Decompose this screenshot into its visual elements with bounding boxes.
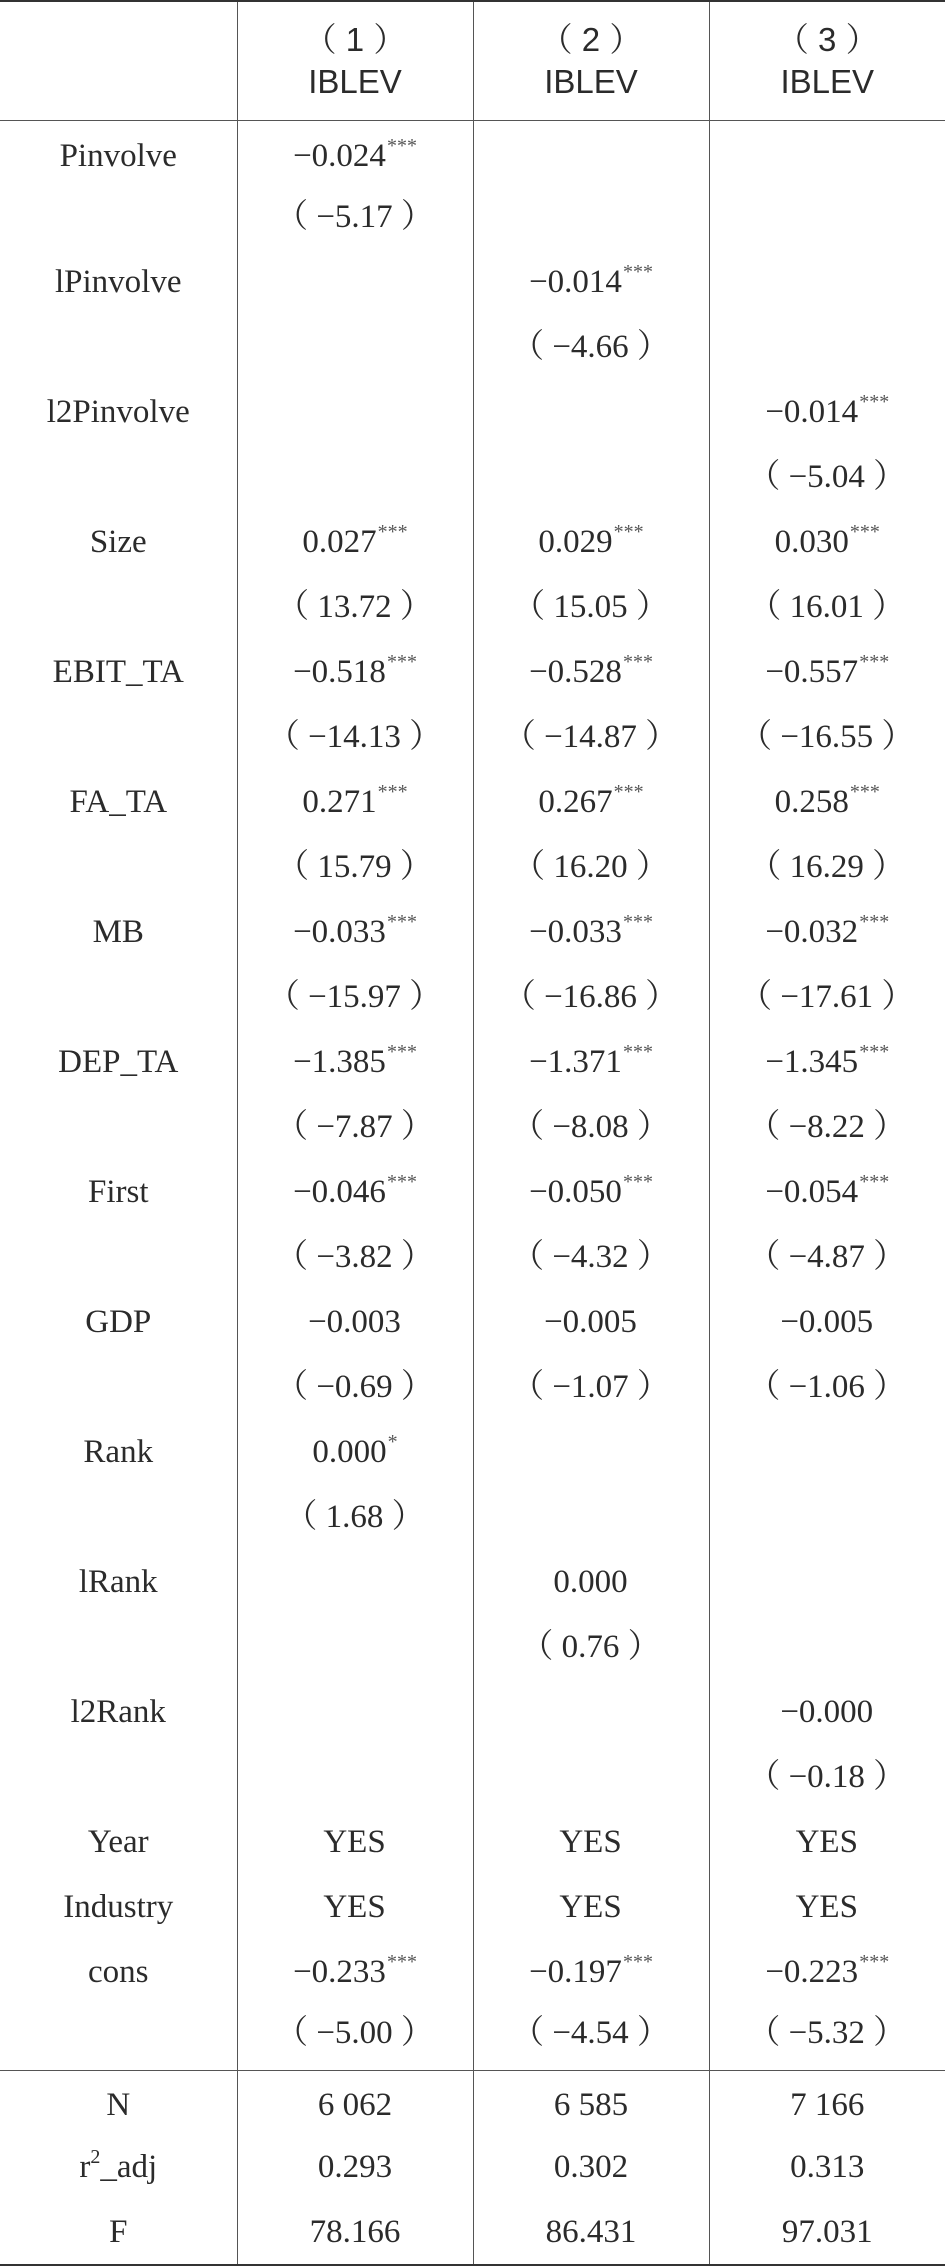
- footer-row-f: [0, 2200, 945, 2265]
- value-cell: [237, 900, 473, 965]
- cell-value: −0.557: [765, 654, 858, 690]
- value-cell: [237, 445, 473, 510]
- variable-label: FA_TA: [0, 770, 237, 835]
- significance-stars: ***: [850, 521, 880, 543]
- cell-value: （ −4.87 ）: [747, 1239, 906, 1275]
- value-cell: [709, 1485, 945, 1550]
- table-row: [0, 1810, 945, 1875]
- variable-label: [0, 1225, 237, 1290]
- value-cell: [473, 770, 709, 835]
- table-row: [0, 1485, 945, 1550]
- variable-label: [0, 575, 237, 640]
- cell-value: （ −5.32 ）: [747, 2015, 906, 2051]
- value-cell: [473, 1940, 709, 2005]
- variable-label: l2Rank: [0, 1680, 237, 1745]
- table-body: [0, 120, 945, 2070]
- value-cell: [237, 510, 473, 575]
- dependent-variable: IBLEV: [474, 61, 709, 103]
- value-cell: [709, 1810, 945, 1875]
- table-row: [0, 1940, 945, 2005]
- value-cell: [237, 380, 473, 445]
- variable-label: l2Pinvolve: [0, 380, 237, 445]
- table-row: [0, 640, 945, 705]
- cell-value: （ −7.87 ）: [275, 1109, 434, 1145]
- variable-label: [0, 1095, 237, 1160]
- variable-label: lRank: [0, 1550, 237, 1615]
- value-cell: [473, 1420, 709, 1485]
- table-row: [0, 1420, 945, 1485]
- dependent-variable: IBLEV: [710, 61, 945, 103]
- table-row: [0, 120, 945, 185]
- significance-stars: ***: [623, 261, 653, 283]
- dependent-variable: IBLEV: [238, 61, 473, 103]
- value-cell: [237, 1355, 473, 1420]
- cell-value: 0.000: [553, 1564, 627, 1600]
- value-cell: [237, 770, 473, 835]
- cell-value: YES: [796, 1824, 858, 1860]
- footer-value: 0.293: [237, 2135, 473, 2200]
- cell-value: −0.518: [293, 654, 386, 690]
- footer-label: N: [0, 2070, 237, 2135]
- cell-value: −0.197: [529, 1954, 622, 1990]
- footer-row-n: [0, 2070, 945, 2135]
- table-row: [0, 445, 945, 510]
- cell-value: （ −14.87 ）: [503, 719, 678, 755]
- value-cell: [709, 1095, 945, 1160]
- value-cell: [237, 835, 473, 900]
- value-cell: [709, 705, 945, 770]
- cell-value: （ −3.82 ）: [275, 1239, 434, 1275]
- variable-label: Pinvolve: [0, 120, 237, 185]
- value-cell: [237, 1940, 473, 2005]
- value-cell: [473, 380, 709, 445]
- cell-value: （ −8.22 ）: [747, 1109, 906, 1145]
- table-footer: [0, 2070, 945, 2265]
- table-row: [0, 900, 945, 965]
- column-number: （ 3 ）: [710, 19, 945, 61]
- cell-value: −1.345: [765, 1044, 858, 1080]
- significance-stars: ***: [387, 651, 417, 673]
- value-cell: [237, 705, 473, 770]
- value-cell: [473, 1225, 709, 1290]
- value-cell: [709, 1225, 945, 1290]
- cell-value: YES: [323, 1889, 385, 1925]
- value-cell: [473, 1355, 709, 1420]
- significance-stars: ***: [623, 1951, 653, 1973]
- significance-stars: ***: [859, 1951, 889, 1973]
- variable-label: Rank: [0, 1420, 237, 1485]
- value-cell: [709, 1615, 945, 1680]
- r2-tail: _adj: [100, 2149, 157, 2185]
- value-cell: [709, 1680, 945, 1745]
- cell-value: YES: [559, 1889, 621, 1925]
- variable-label: [0, 315, 237, 380]
- value-cell: [709, 1290, 945, 1355]
- cell-value: −1.371: [529, 1044, 622, 1080]
- variable-label: [0, 1355, 237, 1420]
- significance-stars: ***: [859, 1171, 889, 1193]
- column-number: （ 2 ）: [474, 19, 709, 61]
- variable-label: cons: [0, 1940, 237, 2005]
- value-cell: [237, 1225, 473, 1290]
- cell-value: −0.000: [780, 1694, 873, 1730]
- cell-value: −0.223: [765, 1954, 858, 1990]
- table-row: [0, 1550, 945, 1615]
- value-cell: [237, 1160, 473, 1225]
- significance-stars: ***: [623, 651, 653, 673]
- value-cell: [473, 185, 709, 250]
- cell-value: （ −5.17 ）: [275, 199, 434, 235]
- cell-value: −0.233: [293, 1954, 386, 1990]
- value-cell: [237, 640, 473, 705]
- table-row: [0, 1680, 945, 1745]
- cell-value: −1.385: [293, 1044, 386, 1080]
- value-cell: [473, 1290, 709, 1355]
- cell-value: −0.033: [293, 914, 386, 950]
- significance-stars: ***: [378, 521, 408, 543]
- table-row: [0, 250, 945, 315]
- r2-superscript: 2: [90, 2146, 100, 2168]
- variable-label: [0, 1745, 237, 1810]
- value-cell: [473, 900, 709, 965]
- significance-stars: ***: [859, 651, 889, 673]
- significance-stars: ***: [387, 1041, 417, 1063]
- value-cell: [473, 705, 709, 770]
- value-cell: [473, 575, 709, 640]
- value-cell: [709, 965, 945, 1030]
- variable-label: Year: [0, 1810, 237, 1875]
- cell-value: −0.014: [765, 394, 858, 430]
- table-row: [0, 1615, 945, 1680]
- value-cell: [473, 1030, 709, 1095]
- significance-stars: ***: [623, 1041, 653, 1063]
- value-cell: [709, 250, 945, 315]
- cell-value: −0.014: [529, 264, 622, 300]
- value-cell: [473, 1810, 709, 1875]
- cell-value: （ −16.86 ）: [503, 979, 678, 1015]
- significance-stars: ***: [378, 781, 408, 803]
- table-row: [0, 575, 945, 640]
- significance-stars: ***: [614, 781, 644, 803]
- value-cell: [237, 250, 473, 315]
- value-cell: [237, 185, 473, 250]
- value-cell: [237, 1875, 473, 1940]
- cell-value: （ 13.72 ）: [276, 589, 433, 625]
- variable-label: lPinvolve: [0, 250, 237, 315]
- value-cell: [473, 2005, 709, 2070]
- table-row: [0, 1160, 945, 1225]
- value-cell: [473, 1745, 709, 1810]
- table-row: [0, 2005, 945, 2070]
- cell-value: −0.033: [529, 914, 622, 950]
- value-cell: [237, 1030, 473, 1095]
- table-row: [0, 835, 945, 900]
- value-cell: [473, 1550, 709, 1615]
- variable-label: [0, 445, 237, 510]
- footer-value: 97.031: [709, 2200, 945, 2265]
- cell-value: 0.027: [302, 524, 376, 560]
- table-row: [0, 705, 945, 770]
- significance-stars: ***: [859, 1041, 889, 1063]
- value-cell: [473, 315, 709, 380]
- cell-value: −0.054: [765, 1174, 858, 1210]
- footer-value: 7 166: [709, 2070, 945, 2135]
- column-number: （ 1 ）: [238, 19, 473, 61]
- footer-value: 78.166: [237, 2200, 473, 2265]
- variable-label: [0, 1485, 237, 1550]
- header-empty-cell: [0, 1, 237, 120]
- cell-value: （ −16.55 ）: [739, 719, 914, 755]
- cell-value: 0.000: [312, 1434, 386, 1470]
- cell-value: （ −1.06 ）: [747, 1369, 906, 1405]
- footer-value: 86.431: [473, 2200, 709, 2265]
- cell-value: （ −0.18 ）: [747, 1759, 906, 1795]
- variable-label: [0, 1615, 237, 1680]
- value-cell: [709, 1875, 945, 1940]
- value-cell: [237, 1615, 473, 1680]
- value-cell: [473, 1875, 709, 1940]
- value-cell: [237, 1680, 473, 1745]
- value-cell: [709, 1160, 945, 1225]
- cell-value: 0.271: [302, 784, 376, 820]
- footer-label: [0, 2135, 237, 2200]
- cell-value: （ −15.97 ）: [267, 979, 442, 1015]
- cell-value: （ −14.13 ）: [267, 719, 442, 755]
- footer-row-r2-adj: [0, 2135, 945, 2200]
- table-row: [0, 315, 945, 380]
- significance-stars: ***: [614, 521, 644, 543]
- cell-value: （ −4.66 ）: [511, 329, 670, 365]
- significance-stars: ***: [623, 911, 653, 933]
- variable-label: First: [0, 1160, 237, 1225]
- footer-value: 6 585: [473, 2070, 709, 2135]
- cell-value: 0.030: [775, 524, 849, 560]
- value-cell: [237, 1485, 473, 1550]
- footer-value: 0.302: [473, 2135, 709, 2200]
- value-cell: [709, 1940, 945, 2005]
- value-cell: [237, 1550, 473, 1615]
- value-cell: [473, 1160, 709, 1225]
- cell-value: −0.032: [765, 914, 858, 950]
- value-cell: [237, 1420, 473, 1485]
- variable-label: [0, 965, 237, 1030]
- cell-value: （ −4.32 ）: [511, 1239, 670, 1275]
- r2-base: r: [79, 2149, 90, 2185]
- table-row: [0, 1745, 945, 1810]
- value-cell: [709, 185, 945, 250]
- cell-value: −0.046: [293, 1174, 386, 1210]
- cell-value: （ −5.00 ）: [275, 2015, 434, 2051]
- value-cell: [473, 1485, 709, 1550]
- value-cell: [709, 1550, 945, 1615]
- value-cell: [237, 1095, 473, 1160]
- table-row: [0, 770, 945, 835]
- value-cell: [709, 510, 945, 575]
- value-cell: [709, 120, 945, 185]
- cell-value: 0.267: [538, 784, 612, 820]
- table-row: [0, 1095, 945, 1160]
- variable-label: MB: [0, 900, 237, 965]
- value-cell: [237, 1745, 473, 1810]
- cell-value: （ 15.05 ）: [512, 589, 669, 625]
- value-cell: [237, 315, 473, 380]
- value-cell: [237, 1810, 473, 1875]
- cell-value: −0.528: [529, 654, 622, 690]
- value-cell: [709, 575, 945, 640]
- cell-value: （ 16.01 ）: [748, 589, 905, 625]
- variable-label: [0, 835, 237, 900]
- header-col-2: [473, 1, 709, 120]
- value-cell: [473, 640, 709, 705]
- value-cell: [473, 1615, 709, 1680]
- variable-label: GDP: [0, 1290, 237, 1355]
- value-cell: [473, 965, 709, 1030]
- cell-value: 0.258: [775, 784, 849, 820]
- cell-value: 0.029: [538, 524, 612, 560]
- cell-value: YES: [559, 1824, 621, 1860]
- value-cell: [709, 445, 945, 510]
- value-cell: [709, 1355, 945, 1420]
- significance-stars: *: [388, 1431, 398, 1453]
- value-cell: [473, 835, 709, 900]
- table-row: [0, 510, 945, 575]
- header-col-1: [237, 1, 473, 120]
- table-row: [0, 1030, 945, 1095]
- cell-value: （ 1.68 ）: [284, 1499, 424, 1535]
- variable-label: EBIT_TA: [0, 640, 237, 705]
- variable-label: [0, 185, 237, 250]
- cell-value: （ −0.69 ）: [275, 1369, 434, 1405]
- value-cell: [709, 2005, 945, 2070]
- footer-value: 6 062: [237, 2070, 473, 2135]
- header-col-3: [709, 1, 945, 120]
- cell-value: （ 16.20 ）: [512, 849, 669, 885]
- cell-value: −0.003: [308, 1304, 401, 1340]
- value-cell: [237, 1290, 473, 1355]
- variable-label: Industry: [0, 1875, 237, 1940]
- significance-stars: ***: [850, 781, 880, 803]
- value-cell: [709, 640, 945, 705]
- significance-stars: ***: [623, 1171, 653, 1193]
- header-row: [0, 1, 945, 120]
- value-cell: [237, 2005, 473, 2070]
- value-cell: [473, 1095, 709, 1160]
- footer-label: F: [0, 2200, 237, 2265]
- value-cell: [709, 380, 945, 445]
- value-cell: [237, 965, 473, 1030]
- value-cell: [237, 575, 473, 640]
- cell-value: （ −8.08 ）: [511, 1109, 670, 1145]
- table-row: [0, 380, 945, 445]
- cell-value: −0.005: [544, 1304, 637, 1340]
- cell-value: （ 15.79 ）: [276, 849, 433, 885]
- value-cell: [237, 120, 473, 185]
- value-cell: [709, 835, 945, 900]
- significance-stars: ***: [387, 1171, 417, 1193]
- significance-stars: ***: [387, 135, 417, 157]
- significance-stars: ***: [387, 911, 417, 933]
- significance-stars: ***: [859, 911, 889, 933]
- variable-label: [0, 705, 237, 770]
- table-row: [0, 1225, 945, 1290]
- variable-label: Size: [0, 510, 237, 575]
- cell-value: −0.005: [780, 1304, 873, 1340]
- value-cell: [709, 770, 945, 835]
- cell-value: （ 16.29 ）: [748, 849, 905, 885]
- table-row: [0, 1875, 945, 1940]
- value-cell: [473, 445, 709, 510]
- table-row: [0, 1290, 945, 1355]
- cell-value: −0.050: [529, 1174, 622, 1210]
- cell-value: （ 0.76 ）: [520, 1629, 660, 1665]
- table-row: [0, 1355, 945, 1420]
- cell-value: （ −4.54 ）: [511, 2015, 670, 2051]
- value-cell: [709, 900, 945, 965]
- table-row: [0, 185, 945, 250]
- value-cell: [473, 510, 709, 575]
- value-cell: [473, 250, 709, 315]
- variable-label: DEP_TA: [0, 1030, 237, 1095]
- cell-value: YES: [323, 1824, 385, 1860]
- value-cell: [709, 315, 945, 380]
- cell-value: （ −17.61 ）: [739, 979, 914, 1015]
- value-cell: [709, 1030, 945, 1095]
- footer-value: 0.313: [709, 2135, 945, 2200]
- value-cell: [473, 120, 709, 185]
- cell-value: −0.024: [293, 138, 386, 174]
- cell-value: （ −1.07 ）: [511, 1369, 670, 1405]
- significance-stars: ***: [387, 1951, 417, 1973]
- cell-value: （ −5.04 ）: [747, 459, 906, 495]
- value-cell: [473, 1680, 709, 1745]
- value-cell: [709, 1420, 945, 1485]
- table-row: [0, 965, 945, 1030]
- value-cell: [709, 1745, 945, 1810]
- variable-label: [0, 2005, 237, 2070]
- cell-value: YES: [796, 1889, 858, 1925]
- significance-stars: ***: [859, 391, 889, 413]
